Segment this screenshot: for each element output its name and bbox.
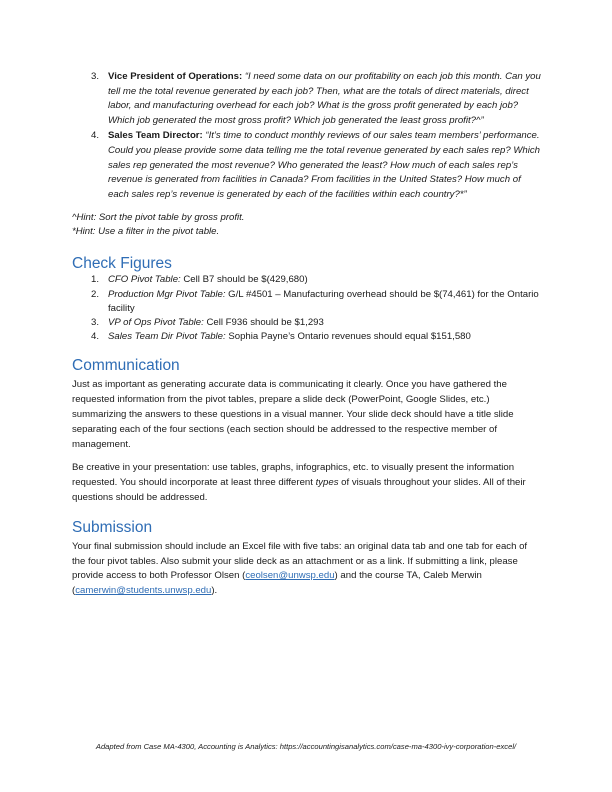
document-page [72, 70, 542, 599]
hint-filter: *Hint: Use a filter in the pivot table. [72, 226, 220, 238]
paragraph-text: of visuals throughout your slides. All of their questions should be addressed. [72, 477, 526, 503]
submission-heading: Submission [72, 518, 153, 536]
emphasis-text: types [315, 477, 339, 489]
hints-block [72, 211, 542, 239]
check-figure-label: CFO Pivot Table: [108, 274, 181, 286]
list-number: 1. [91, 274, 100, 286]
question-item-sales-director [72, 129, 542, 202]
check-figure-item [72, 330, 542, 344]
role-label: Vice President of Operations: [108, 71, 243, 82]
communication-paragraph-1: Just as important as generating accurate data is communicating it clearly. Once you have gathered the requested information from the pivot tables, prepare a slide deck (PowerPoint, Google Slides, etc.) summarizing the answers to these questions in a visual manner. Your slide deck should have a title slide separating each of the four sections (each section should be addressed to the respective member of management. [72, 379, 514, 450]
check-figure-label: VP of Ops Pivot Table: [108, 316, 204, 328]
check-figure-text: G/L #4501 – Manufacturing overhead should be $(74,461) for the Ontario facility [108, 288, 539, 314]
question-item-vp-operations [72, 70, 542, 128]
list-number: 4. [91, 130, 100, 142]
check-figure-item [72, 273, 542, 287]
role-label: Sales Team Director: [108, 130, 203, 142]
paragraph-text: Your final submission should include an Excel file with five tabs: an original data tab and one tab for each of the four pivot tables. Also submit your slide deck as an attachment or as a link. If submitting a link, please provide access to both Professor Olsen ( [72, 540, 528, 582]
check-figure-item [72, 316, 542, 330]
list-number: 4. [91, 331, 100, 343]
question-quote: “I need some data on our profitability on each job this month. Can you tell me the total revenue generated by each job? Then, what are the totals of direct materials, direct labor, and manufacturing overhead for each job? What is the gross profit generated by each job? Which job generated the most gross profit? Which job generated the least gross profit?^” [108, 71, 541, 126]
list-number: 3. [91, 71, 100, 82]
submission-paragraph [72, 540, 542, 599]
check-figure-text: Sophia Payne’s Ontario revenues should equal $151,580 [228, 331, 471, 343]
paragraph-text: ). [211, 585, 218, 597]
communication-heading: Communication [72, 357, 180, 375]
list-number: 3. [91, 316, 100, 328]
check-figure-item [72, 288, 542, 316]
check-figures-heading: Check Figures [72, 255, 172, 273]
question-quote: “It’s time to conduct monthly reviews of our sales team members’ performance. Could you please provide some data telling me the total revenue generated by each sales rep? Which sales rep generated the most revenue? Who generated the least? How much of each sales rep’s revenue is generated from facilities in Canada? From facilities in the United States? How much of each sales rep’s revenue is generated by each of the facilities within each country?*” [108, 130, 540, 200]
page-footer: Adapted from Case MA-4300, Accounting is Analytics: https://accountingisanalytics.com/case-ma-4300-ivy-corporation-excel/ [95, 742, 517, 751]
check-figure-text: Cell B7 should be $(429,680) [183, 274, 308, 286]
check-figure-text: Cell F936 should be $1,293 [206, 316, 324, 328]
hint-sort: ^Hint: Sort the pivot table by gross profit. [72, 212, 245, 224]
check-figure-label: Sales Team Dir Pivot Table: [108, 331, 226, 343]
ta-email-link[interactable]: camerwin@students.unwsp.edu [75, 585, 212, 597]
communication-paragraph-2 [72, 461, 542, 505]
check-figure-label: Production Mgr Pivot Table: [108, 288, 226, 300]
stakeholder-questions-list [72, 70, 542, 202]
paragraph-text: Be creative in your presentation: use tables, graphs, infographics, etc. to visually present the information requested. You should incorporate at least three different [72, 462, 515, 489]
paragraph-text: ) and the course TA, Caleb Merwin ( [72, 570, 482, 597]
professor-email-link[interactable]: ceolsen@unwsp.edu [245, 570, 335, 582]
check-figures-list [72, 273, 542, 344]
list-number: 2. [91, 288, 100, 300]
